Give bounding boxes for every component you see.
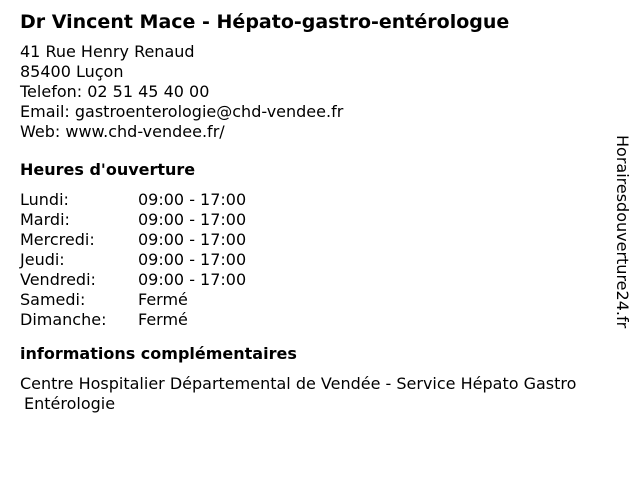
watermark-text: Horairesdouverture24.fr xyxy=(613,135,632,329)
day-hours: 09:00 - 17:00 xyxy=(138,210,247,229)
day-hours: Fermé xyxy=(138,310,188,329)
phone-line: Telefon: 02 51 45 40 00 xyxy=(20,82,210,101)
day-hours: 09:00 - 17:00 xyxy=(138,250,247,269)
page-title: Dr Vincent Mace - Hépato-gastro-entérologue xyxy=(20,11,510,33)
day-label: Dimanche: xyxy=(20,310,107,329)
hours-table xyxy=(20,190,610,330)
day-hours: 09:00 - 17:00 xyxy=(138,230,247,249)
info-description xyxy=(20,374,610,414)
day-label: Mercredi: xyxy=(20,230,95,249)
address-street: 41 Rue Henry Renaud xyxy=(20,42,195,61)
contact-block xyxy=(20,42,610,142)
day-hours: 09:00 - 17:00 xyxy=(138,190,247,209)
hours-row-friday xyxy=(20,270,610,290)
info-line-1: Centre Hospitalier Départemental de Vendée - Service Hépato Gastro xyxy=(20,374,577,393)
info-line-2: Entérologie xyxy=(24,394,116,413)
hours-row-wednesday xyxy=(20,230,610,250)
day-label: Samedi: xyxy=(20,290,86,309)
info-heading: informations complémentaires xyxy=(20,344,297,363)
day-hours: 09:00 - 17:00 xyxy=(138,270,247,289)
day-label: Vendredi: xyxy=(20,270,96,289)
email-line: Email: gastroenterologie@chd-vendee.fr xyxy=(20,102,344,121)
address-city: 85400 Luçon xyxy=(20,62,124,81)
hours-row-thursday xyxy=(20,250,610,270)
hours-heading: Heures d'ouverture xyxy=(20,160,196,179)
day-hours: Fermé xyxy=(138,290,188,309)
day-label: Mardi: xyxy=(20,210,70,229)
hours-row-saturday xyxy=(20,290,610,310)
watermark xyxy=(612,135,632,345)
hours-row-sunday xyxy=(20,310,610,330)
hours-row-monday xyxy=(20,190,610,210)
business-card xyxy=(20,10,610,414)
day-label: Jeudi: xyxy=(20,250,65,269)
hours-row-tuesday xyxy=(20,210,610,230)
web-line: Web: www.chd-vendee.fr/ xyxy=(20,122,225,141)
day-label: Lundi: xyxy=(20,190,69,209)
